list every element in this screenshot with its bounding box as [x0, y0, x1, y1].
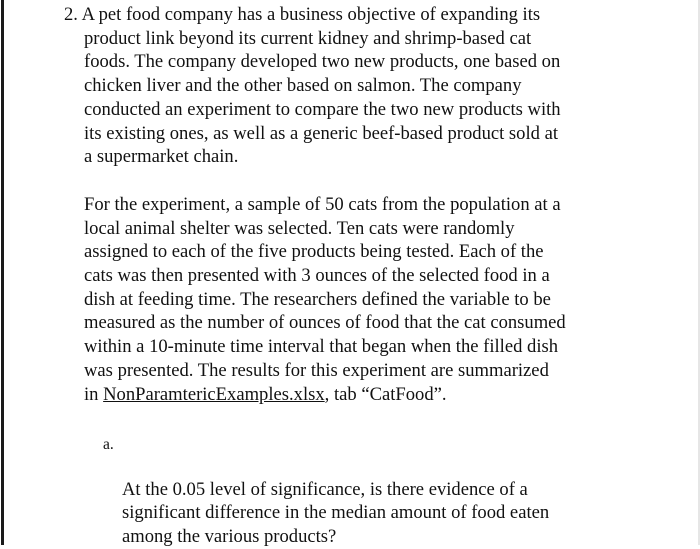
subquestion-text: At the 0.05 level of significance, is there evidence of a significant difference in the median amount of food eaten among the various products? [122, 478, 550, 548]
left-border [1, 0, 4, 545]
document-body [64, 3, 684, 549]
experiment-suffix: , tab “CatFood”. [324, 383, 447, 405]
file-link[interactable]: NonParamtericExamples.xlsx [103, 383, 325, 405]
subquestion-label: a. [103, 436, 114, 454]
subquestion-a [84, 430, 684, 549]
experiment-paragraph [84, 193, 684, 406]
intro-paragraph [64, 3, 684, 169]
intro-text: A pet food company has a business objective of expanding its product link beyond its current kidney and shrimp-based cat foods. The company developed two new products, one based on chicken liver and the other based on salmon. The company conducted an experiment to compare the two new products with its existing ones, as well as a generic beef-based product sold at a supermarket chain. [81, 4, 561, 168]
experiment-prefix: in [84, 383, 104, 405]
experiment-text: For the experiment, a sample of 50 cats from the population at a local animal shelter was selected. Ten cats were randomly assigned to each of the five products being tested. Each of the cats was then presented with 3 ounces of the selected food in a dish at feeding time. The researchers defined the variable to be measured as the number of ounces of food that the cat consumed within a 10-minute time interval that began when the filled dish was presented. The results for this experiment are summarized [84, 193, 566, 381]
question-number: 2. [64, 4, 78, 25]
